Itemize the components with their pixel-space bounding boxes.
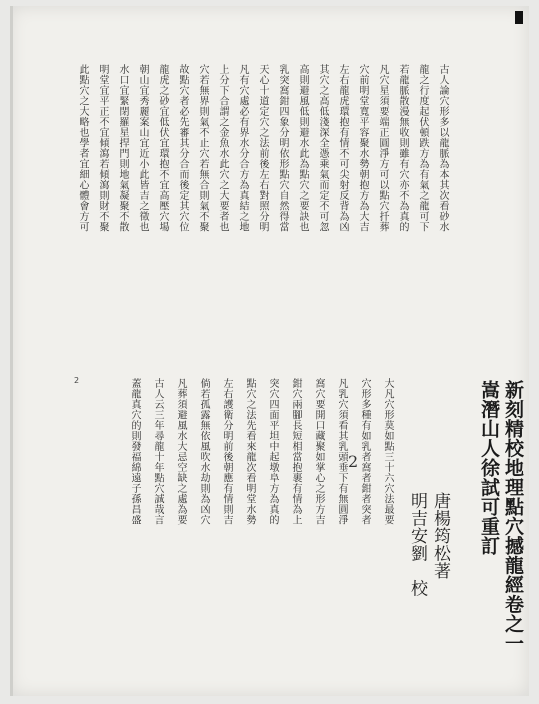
upper-column: 明堂宜平正不宜傾瀉若傾瀉則財不聚 [97,64,108,232]
lower-column: 倘若孤露無依風吹水劫則為凶穴 [198,378,209,525]
upper-column: 上分下合謂之金魚水此穴之大要者也 [217,64,228,232]
upper-column: 此點穴之大略也學者宜細心體會方可 [77,64,88,232]
upper-column: 古人論穴形多以龍脈為本其次看砂水 [437,64,448,232]
upper-column: 天心十道定穴之法前後左右對照分明 [257,64,268,232]
upper-column: 乳突窩鉗四象分明依形點穴自然得當 [277,64,288,232]
upper-column: 穴若無界則氣不止穴若無合則氣不聚 [197,64,208,232]
lower-column: 穴形多種有如乳者窩者鉗者突者 [359,378,370,525]
page-edge [10,6,13,696]
lower-column: 大凡穴形莫如點三十六穴法最要 [382,378,393,525]
title-line-2: 嵩潛山人徐試可重訂 [478,380,500,556]
page-number: 2 [348,452,359,471]
upper-column: 凡穴星須要端正圓淨方可以點穴扦葬 [377,64,388,232]
scanned-page [10,6,529,696]
lower-column: 窩穴要開口藏聚如掌心之形方吉 [313,378,324,525]
upper-column: 其穴之高低淺深全憑乘氣而定不可忽 [317,64,328,232]
lower-column: 點穴之法先看來龍次看明堂水勢 [244,378,255,525]
upper-column: 朝山宜秀麗案山宜近小此皆吉之徵也 [137,64,148,232]
upper-column: 穴前明堂寬平容聚水勢朝抱方為大吉 [357,64,368,232]
lower-column: 蓋龍真穴的則發福綿遠子孫昌盛 [129,378,140,525]
corner-mark [515,11,523,24]
upper-column: 高則避風低則避水此為點穴之要訣也 [297,64,308,232]
upper-column: 龍之行度起伏頓跌方為有氣之龍可下 [417,64,428,232]
lower-column: 左右護衛分明前後朝應有情則吉 [221,378,232,525]
upper-column: 水口宜緊閉羅星捍門則地氣凝聚不散 [117,64,128,232]
margin-number: 2 [74,376,80,385]
lower-column: 突穴四面平坦中起墩阜方為真的 [267,378,278,525]
upper-column: 凡有穴處必有界水分合方為真結之地 [237,64,248,232]
lower-column: 古人云三年尋龍十年點穴誠哉言 [152,378,163,525]
author-line-2: 明吉安劉 校 [407,492,427,597]
upper-column: 龍虎之砂宜低伏宜環抱不宜高壓穴場 [157,64,168,232]
author-line-1: 唐楊筠松著 [430,492,450,580]
upper-column: 若龍脈散漫無收則雖有穴亦不為真的 [397,64,408,232]
lower-column: 凡乳穴須看其乳頭垂下有無圓淨 [336,378,347,525]
title-line-1: 新刻精校地理點穴撼龍經卷之一 [502,380,524,653]
lower-column: 鉗穴兩腳長短相當抱裹有情為上 [290,378,301,525]
upper-column: 故點穴者必先審其分合而後定其穴位 [177,64,188,232]
lower-column: 凡葬須避風水大忌空缺之處為要 [175,378,186,525]
upper-column: 左右龍虎環抱有情不可尖射反背為凶 [337,64,348,232]
